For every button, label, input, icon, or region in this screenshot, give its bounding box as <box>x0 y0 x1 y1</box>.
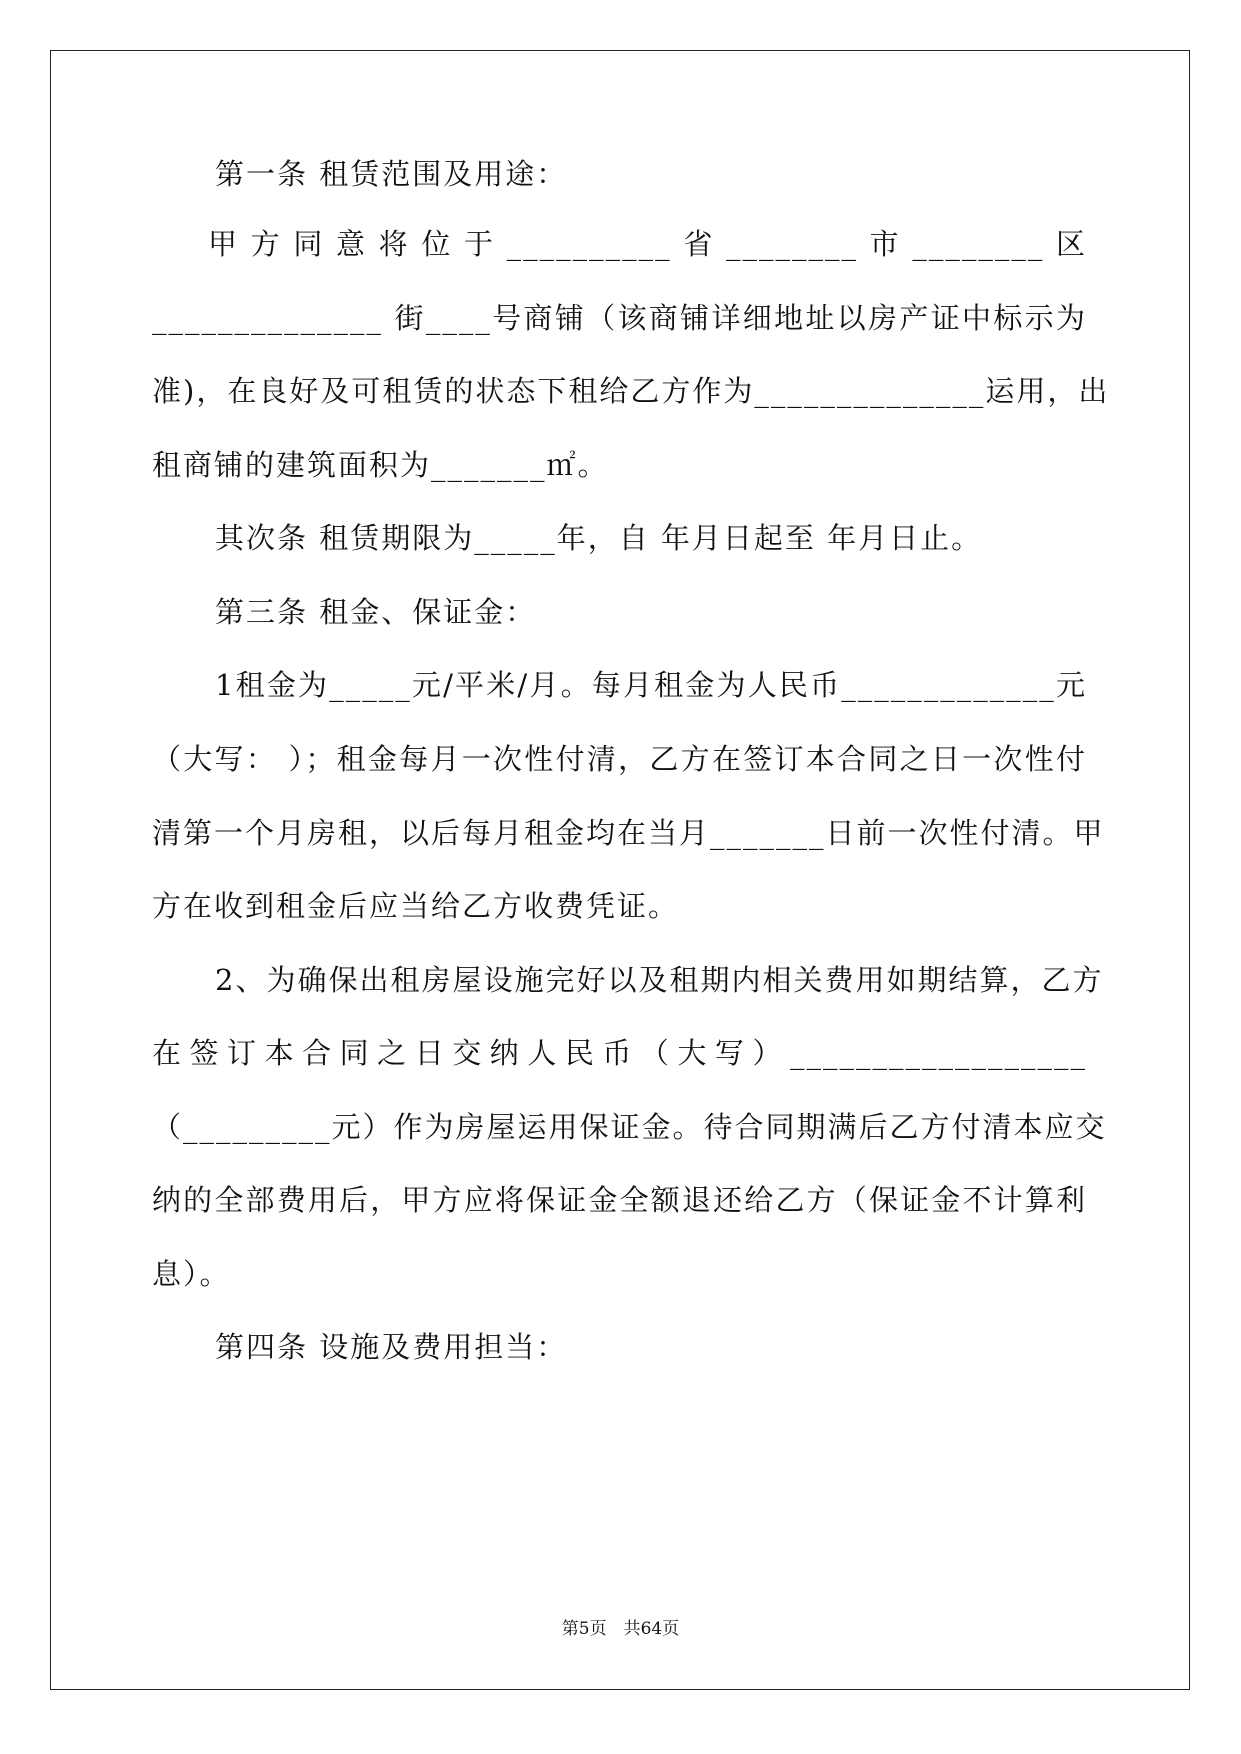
page-border <box>50 50 1190 1690</box>
paragraph-line: ______________ 街____号商铺（该商铺详细地址以房产证中标示为 <box>152 301 1087 335</box>
paragraph-line: 租商铺的建筑面积为_______㎡。 <box>152 448 609 482</box>
paragraph-line: （_________元）作为房屋运用保证金。待合同期满后乙方付清本应交 <box>152 1110 1107 1144</box>
paragraph-line: 息）。 <box>152 1257 231 1291</box>
article-4-heading: 第四条 设施及费用担当： <box>215 1330 568 1364</box>
paragraph-line: 纳的全部费用后，甲方应将保证金全额退还给乙方（保证金不计算利 <box>152 1183 1087 1217</box>
page-number: 第5页 共64页 <box>561 1619 680 1639</box>
paragraph-line: 清第一个月房租，以后每月租金均在当月_______日前一次性付清。甲 <box>152 816 1105 850</box>
paragraph-line: 1租金为_____元/平米/月。每月租金为人民币_____________元 <box>215 668 1087 702</box>
paragraph-line: 2、为确保出租房屋设施完好以及租期内相关费用如期结算，乙方 <box>215 963 1104 997</box>
paragraph-line: 准)，在良好及可租赁的状态下租给乙方作为______________运用，出 <box>152 374 1110 408</box>
paragraph-line: 方在收到租金后应当给乙方收费凭证。 <box>152 889 680 923</box>
paragraph-line: （大写： ）；租金每月一次性付清，乙方在签订本合同之日一次性付 <box>152 742 1087 776</box>
paragraph-line: 在签订本合同之日交纳人民币（大写）__________________ <box>152 1036 1087 1070</box>
article-1-heading: 第一条 租赁范围及用途： <box>215 157 568 191</box>
paragraph-line: 甲方同意将位于__________省________市________区 <box>208 227 1087 261</box>
article-3-heading: 第三条 租金、保证金： <box>215 595 537 629</box>
article-2-line: 其次条 租赁期限为_____年，自 年月日起至 年月日止。 <box>215 521 983 555</box>
